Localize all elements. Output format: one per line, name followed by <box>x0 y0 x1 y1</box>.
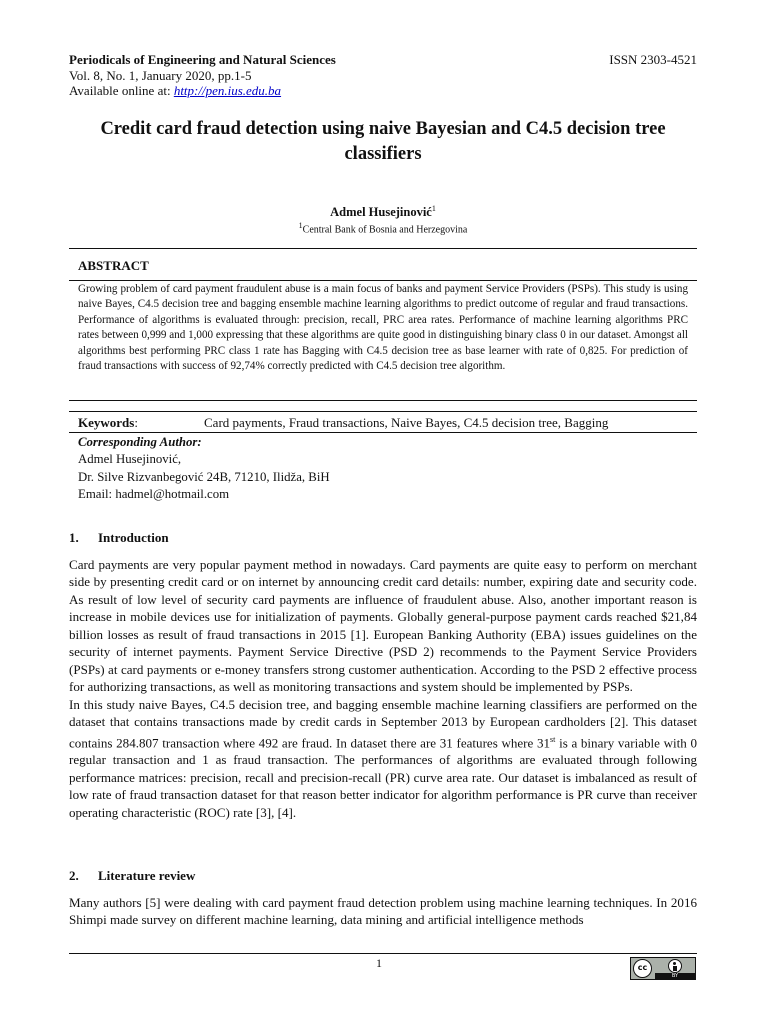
cc-icon: cc <box>633 959 652 978</box>
section-title: Literature review <box>98 868 196 883</box>
journal-name: Periodicals of Engineering and Natural Sciences <box>69 52 336 67</box>
journal-url-link[interactable]: http://pen.ius.edu.ba <box>173 83 282 98</box>
volume-info: Vol. 8, No. 1, January 2020, pp.1-5 <box>69 67 252 83</box>
keywords-line <box>78 415 688 431</box>
paragraph <box>69 696 697 822</box>
availability-line <box>69 83 697 99</box>
paragraph: Many authors [5] were dealing with card payment fraud detection problem using machine learning techniques. In 2016 Shimpi made survey on different machine learning, data mining and artificial intelligence methods <box>69 895 697 928</box>
literature-review-body <box>69 894 697 929</box>
section-heading-introduction <box>69 530 169 546</box>
affiliation-sup: 1 <box>298 221 303 230</box>
keywords-text: Card payments, Fraud transactions, Naive Bayes, C4.5 decision tree, Bagging <box>204 415 609 430</box>
section-number: 2. <box>69 868 79 883</box>
issn: ISSN 2303-4521 <box>609 52 697 67</box>
section-number: 1. <box>69 530 79 545</box>
abstract-text: Growing problem of card payment fraudulent abuse is a main focus of banks and payment Service Providers (PSPs). This study is using naive Bayes, C4.5 decision tree and bagging ensemble machine learning algorithms to predict outcome of regular and fraud transactions. Performance of algorithms is evaluated through: precision, recall, PRC area rates. Performance of machine learning algorithms PRC rates between 0,999 and 1,000 expressing that these algorithms are quite good in distinguishing binary class 0 in our dataset. Amongst all algorithms best performing PRC class 1 rate has Bagging with C4.5 decision tree as base learner with rate of 0,825. For prediction of fraud transactions with success of 92,74% correctly predicted with C4.5 decision tree algorithm. <box>78 283 688 373</box>
corresponding-author <box>78 434 330 504</box>
journal-header <box>69 52 697 99</box>
keywords-divider <box>69 432 697 433</box>
corresponding-label: Corresponding Author: <box>78 435 202 449</box>
author-name: Admel Husejinović <box>330 205 432 220</box>
attribution-person-icon <box>668 959 682 973</box>
paragraph-part: In this study naive Bayes, C4.5 decision tree, and bagging ensemble machine learning classifiers are performed on the dataset that contains transactions made by credit cards in September 2013 by European cardholders [2]. This dataset contains 284.807 transaction where 492 are fraud. In dataset there are 31 features where 31 <box>69 696 697 750</box>
affiliation-text: Central Bank of Bosnia and Herzegovina <box>302 224 468 236</box>
keywords-label: Keywords <box>78 415 135 430</box>
section-heading-literature-review <box>69 868 195 884</box>
keywords-box <box>69 411 697 504</box>
section-title: Introduction <box>98 530 169 545</box>
paper-title: Credit card fraud detection using naive Bayesian and C4.5 decision tree classifiers <box>100 119 666 164</box>
abstract-divider <box>69 280 697 281</box>
corresponding-name: Admel Husejinović, <box>78 452 182 467</box>
cc-by-license-badge[interactable] <box>630 957 696 980</box>
corresponding-address: Dr. Silve Rizvanbegović 24B, 71210, Ilidža, BiH <box>78 469 330 484</box>
author-sup: 1 <box>431 204 436 213</box>
introduction-body <box>69 556 697 821</box>
keywords-colon: : <box>134 415 138 430</box>
paragraph-part: is a binary variable with 0 regular transaction and 1 as fraud transaction. The performances of algorithms are evaluated through following performance matrices: precision, recall and precision-recall (PR) curve area rate. Our dataset is imbalanced as result of low rate of fraud transaction dataset for that reason better indicator for algorithm performance is PR curve than receiver operating characteristic (ROC) rate [3], [4]. <box>69 734 697 820</box>
paragraph: Card payments are very popular payment method in nowadays. Card payments are quite easy to perform on merchant side by presenting credit card or on internet by announcing credit card details: number, expiring date and security code. As result of low level of security card payments are influence of fraudulent abuse. Also, another important reason is increase in mobile devices use for initialization of payments. Globally general-purpose payment cards reached $21,84 billion losses as result of fraud transactions in 2015 [1]. European Banking Authority (EBA) issues guidelines on the security of internet payments. Payment Service Directive (PSD 2) recommends to the Payment Service Providers (PSPs) at card payments or e-money transfers strong customer authentication. According to the PSD 2 effective process for authorizing transactions, as well as monitoring transactions and system should be implemented by PSPs. <box>69 557 697 695</box>
author-line <box>69 204 697 220</box>
footer-divider <box>69 953 697 954</box>
page-number: 1 <box>376 956 382 970</box>
available-label: Available online at: <box>69 83 174 98</box>
by-label: BY <box>655 973 695 979</box>
ordinal-sup: st <box>550 734 556 744</box>
abstract-box <box>69 248 697 401</box>
abstract-heading: ABSTRACT <box>78 258 149 273</box>
corresponding-email: Email: hadmel@hotmail.com <box>78 487 230 502</box>
affiliation <box>69 221 697 235</box>
